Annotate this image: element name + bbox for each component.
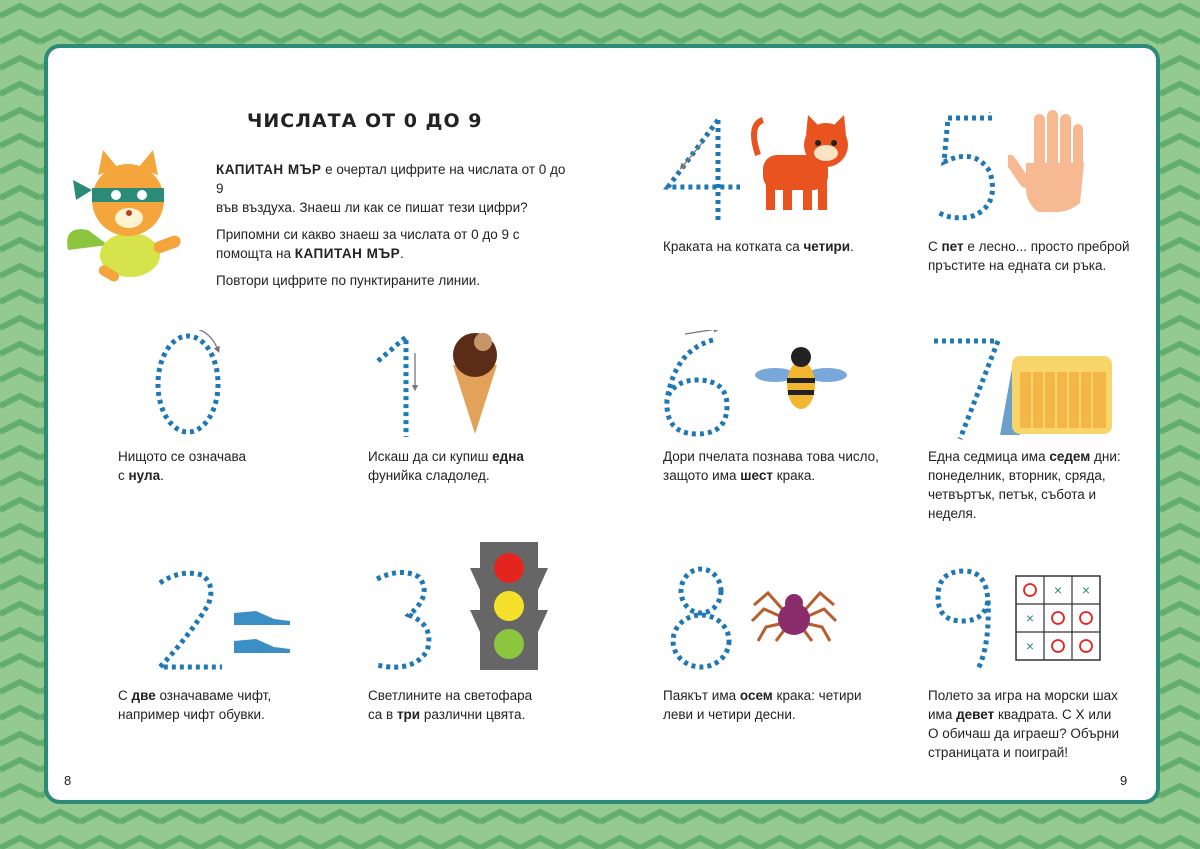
caption-digit-5: С пет е лесно... просто преброй пръстите на едната си ръка. <box>928 239 1130 273</box>
ice-cream-illustration <box>445 330 505 435</box>
hand-illustration <box>1008 108 1098 226</box>
dotted-digit-5 <box>930 112 1010 222</box>
traffic-light-illustration <box>470 540 548 672</box>
cat-illustration <box>748 115 853 215</box>
dotted-digit-0 <box>148 330 228 438</box>
dotted-digit-6 <box>655 330 740 438</box>
caption-digit-4: Краката на котката са четири. <box>663 239 854 254</box>
bee-illustration <box>755 345 847 417</box>
dotted-digit-4 <box>660 115 745 225</box>
spider-illustration <box>750 585 838 645</box>
caption-digit-7: Една седмица има седем дни: понеделник, вторник, сряда, четвъртък, петък, събота и неделя. <box>928 449 1121 521</box>
tic-tac-toe-illustration <box>1015 575 1101 661</box>
caption-digit-3: Светлините на светофара са в три различни цвята. <box>368 688 533 722</box>
caption-digit-6: Дори пчелата познава това число, защото има шест крака. <box>663 449 879 483</box>
caption-digit-2: С две означаваме чифт, например чифт обувки. <box>118 688 272 722</box>
dotted-digit-2 <box>150 565 225 673</box>
dotted-digit-8 <box>665 563 737 671</box>
page-title: ЧИСЛАТА ОТ 0 ДО 9 <box>247 110 483 132</box>
ttt-x-mark: × <box>1081 582 1091 598</box>
dotted-digit-3 <box>365 565 440 673</box>
caption-digit-8: Паякът има осем крака: четири леви и четири десни. <box>663 688 862 722</box>
caption-digit-1: Искаш да си купиш една фунийка сладолед. <box>368 449 524 483</box>
page-number-right: 9 <box>1120 773 1128 788</box>
ttt-x-mark: × <box>1025 638 1035 654</box>
dotted-digit-9 <box>928 565 1003 673</box>
calendar-illustration <box>1000 350 1118 438</box>
dotted-digit-1 <box>370 333 425 441</box>
page-number-left: 8 <box>64 773 72 788</box>
intro-text: КАПИТАН МЪР е очертал цифрите на числата от 0 до 9 във въздуха. Знаеш ли как се пишат тези цифри? Припомни си какво знаеш за числата от 0 до 9 с помощта на КАПИТАН МЪР. Повтори цифрите по пунктираните линии. <box>216 162 566 288</box>
captain-cat-illustration <box>58 150 193 305</box>
ttt-x-mark: × <box>1053 582 1063 598</box>
shoes-illustration <box>232 607 294 659</box>
dotted-digit-7 <box>928 335 1008 443</box>
caption-digit-0: Нищото се означава с нула. <box>118 449 247 483</box>
ttt-x-mark: × <box>1025 610 1035 626</box>
caption-digit-9: Полето за игра на морски шах има девет квадрата. С Х или О обичаш да играеш? Обърни страницата и поиграй! <box>928 688 1120 760</box>
